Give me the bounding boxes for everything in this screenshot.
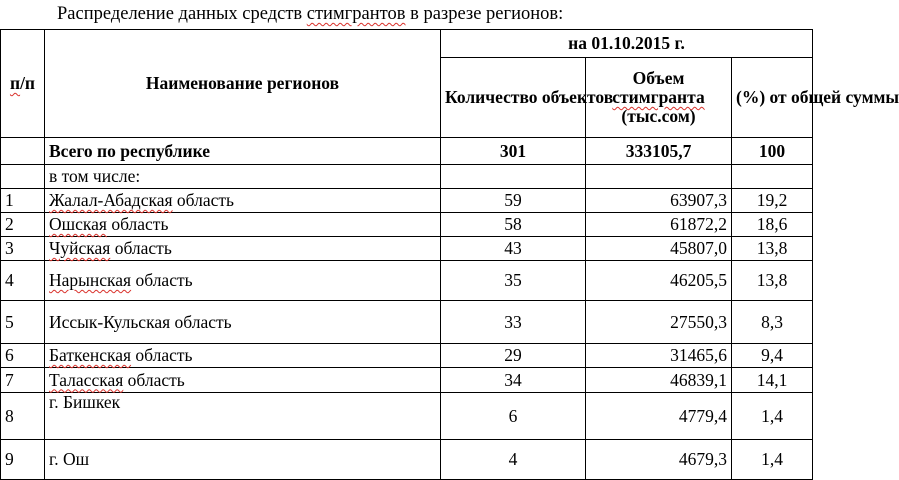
row-count: 33 [441, 301, 586, 344]
row-volume: 31465,6 [586, 344, 732, 368]
row-percent: 1,4 [732, 440, 813, 480]
total-percent: 100 [732, 138, 813, 165]
header-num-suffix: /п [20, 73, 36, 93]
row-percent: 13,8 [732, 261, 813, 301]
row-count: 34 [441, 368, 586, 393]
header-count: Количество объектов [441, 58, 586, 138]
row-count: 6 [441, 393, 586, 440]
header-num-prefix: п [9, 73, 21, 93]
total-volume: 333105,7 [586, 138, 732, 165]
row-region-rest: область [172, 190, 235, 210]
row-count: 35 [441, 261, 586, 301]
including-percent [732, 165, 813, 189]
row-region-rest: область [106, 214, 169, 234]
row-volume: 63907,3 [586, 189, 732, 213]
header-row-top [1, 30, 813, 58]
including-num [1, 165, 45, 189]
row-region-flagged: Нарынская [49, 270, 132, 290]
row-region [45, 189, 441, 213]
row-region-rest: область [131, 345, 193, 365]
total-num [1, 138, 45, 165]
table-row [1, 189, 813, 213]
caption-flagged-word: стимгрантов [306, 4, 406, 24]
table-row [1, 213, 813, 237]
row-region-flagged: Баткенская [49, 345, 132, 365]
row-region-flagged: Таласская [49, 369, 124, 390]
table-row [1, 237, 813, 261]
row-region-flagged: Жалал-Абадская [49, 190, 173, 210]
including-volume [586, 165, 732, 189]
caption-text-end: в разрезе регионов: [405, 4, 564, 24]
row-region-rest: г. Бишкек [49, 392, 121, 412]
row-percent: 18,6 [732, 213, 813, 237]
row-percent: 13,8 [732, 237, 813, 261]
total-count: 301 [441, 138, 586, 165]
row-percent: 14,1 [732, 368, 813, 393]
header-volume-line2: стимгранта [612, 87, 705, 107]
header-volume-line3: (тыс.сом) [621, 106, 696, 126]
header-date-group: на 01.10.2015 г. [441, 30, 813, 58]
row-volume: 46839,1 [586, 368, 732, 393]
header-volume-line1: Объем [632, 68, 685, 88]
row-volume: 4779,4 [586, 393, 732, 440]
header-name: Наименование регионов [45, 30, 441, 138]
row-region [45, 368, 441, 393]
row-count: 59 [441, 189, 586, 213]
row-percent: 1,4 [732, 393, 813, 440]
row-region-rest: область [131, 270, 193, 290]
row-volume: 46205,5 [586, 261, 732, 301]
table-row [1, 368, 813, 393]
including-row [1, 165, 813, 189]
row-num: 6 [1, 344, 45, 368]
row-region [45, 237, 441, 261]
row-percent: 9,4 [732, 344, 813, 368]
row-region [45, 440, 441, 480]
row-num: 7 [1, 368, 45, 393]
row-region-flagged: Чуйская [49, 238, 111, 258]
row-num: 4 [1, 261, 45, 301]
table-row [1, 393, 813, 440]
row-volume: 4679,3 [586, 440, 732, 480]
header-percent: (%) от общей суммы [732, 58, 813, 138]
header-num [1, 30, 45, 138]
table-row [1, 344, 813, 368]
row-count: 43 [441, 237, 586, 261]
row-num: 9 [1, 440, 45, 480]
regions-table [0, 29, 899, 480]
row-region [45, 393, 441, 440]
row-num: 2 [1, 213, 45, 237]
including-label: в том числе: [45, 165, 441, 189]
table-row [1, 301, 813, 344]
row-volume: 27550,3 [586, 301, 732, 344]
row-region [45, 213, 441, 237]
row-region-rest: г. Ош [49, 449, 90, 469]
caption-text-start: Распределение данных средств [57, 4, 307, 24]
row-region [45, 261, 441, 301]
table-row [1, 440, 813, 480]
including-count [441, 165, 586, 189]
row-region-rest: область [123, 369, 185, 390]
row-percent: 8,3 [732, 301, 813, 344]
row-num: 3 [1, 237, 45, 261]
row-region-rest: область [110, 238, 172, 258]
table-row [1, 261, 813, 301]
row-num: 8 [1, 393, 45, 440]
row-region [45, 344, 441, 368]
row-count: 58 [441, 213, 586, 237]
row-percent: 19,2 [732, 189, 813, 213]
row-region-rest: Иссык-Кульская область [49, 311, 232, 332]
row-num: 5 [1, 301, 45, 344]
row-volume: 45807,0 [586, 237, 732, 261]
row-volume: 61872,2 [586, 213, 732, 237]
row-region [45, 301, 441, 344]
row-region-flagged: Ошская [49, 214, 107, 234]
total-label: Всего по республике [45, 138, 441, 165]
row-count: 29 [441, 344, 586, 368]
table-caption [57, 4, 563, 25]
row-count: 4 [441, 440, 586, 480]
row-num: 1 [1, 189, 45, 213]
total-row [1, 138, 813, 165]
